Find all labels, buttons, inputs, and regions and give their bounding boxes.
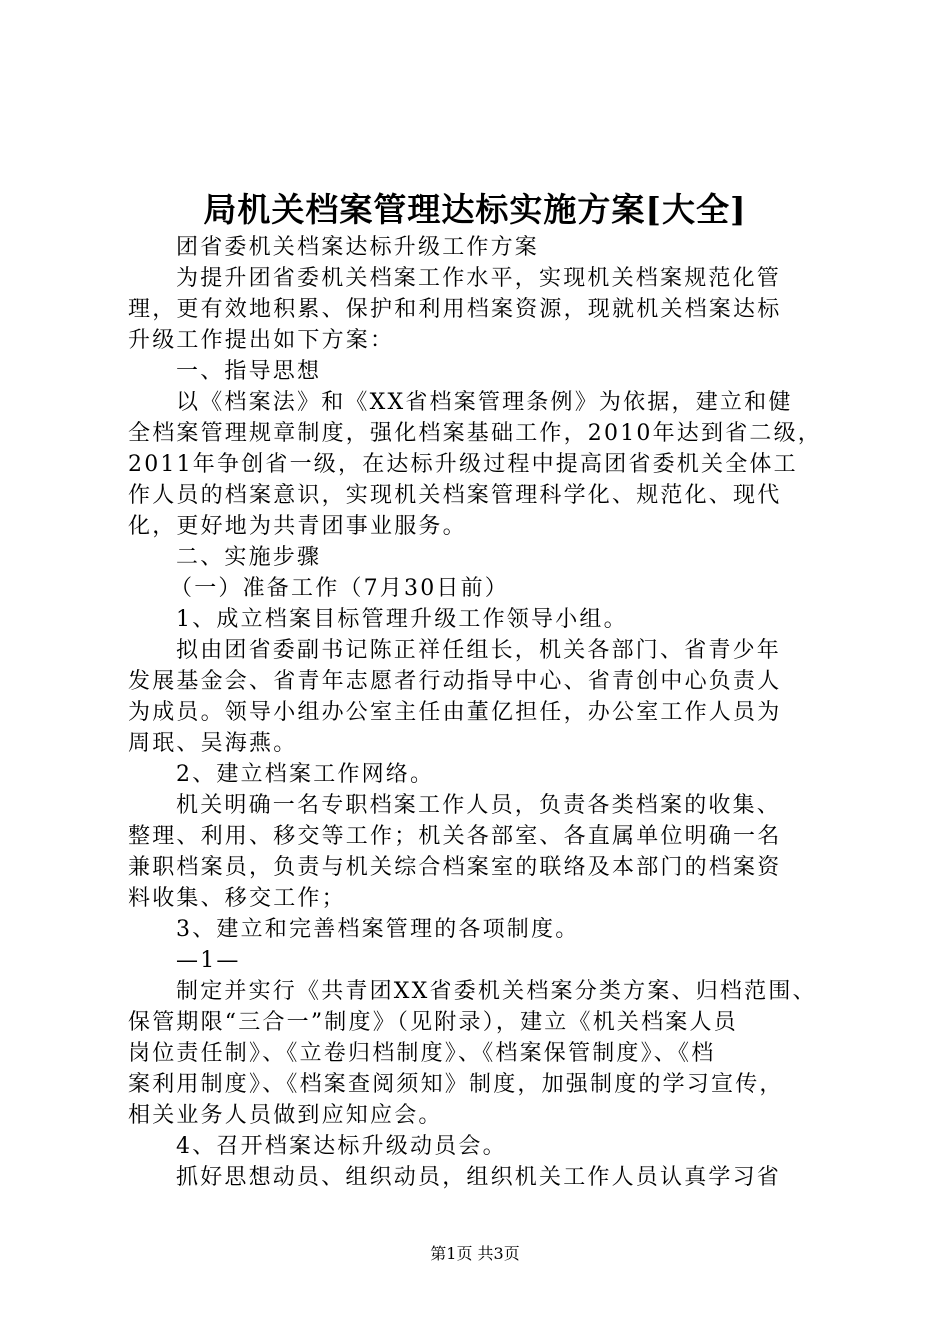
paragraph-line: 发展基金会、省青年志愿者行动指导中心、省青创中心负责人 bbox=[128, 669, 782, 694]
paragraph-line: 兼职档案员，负责与机关综合档案室的联络及本部门的档案资 bbox=[128, 855, 782, 880]
paragraph-line: 制定并实行《共青团XX省委机关档案分类方案、归档范围、 bbox=[176, 979, 817, 1004]
paragraph-line: 抓好思想动员、组织动员，组织机关工作人员认真学习省 bbox=[176, 1165, 782, 1190]
paragraph-line: 化，更好地为共青团事业服务。 bbox=[128, 514, 467, 539]
paragraph-line: 机关明确一名专职档案工作人员，负责各类档案的收集、 bbox=[176, 793, 782, 818]
paragraph-line: 案利用制度》、《档案查阅须知》制度，加强制度的学习宣传， bbox=[128, 1072, 784, 1097]
document-title: 局机关档案管理达标实施方案[大全] bbox=[203, 190, 747, 229]
paragraph-line: 以《档案法》和《XX省档案管理条例》为依据，建立和健 bbox=[176, 390, 793, 415]
paragraph-line: 料收集、移交工作； bbox=[128, 886, 346, 911]
paragraph-line: 整理、利用、移交等工作；机关各部室、各直属单位明确一名 bbox=[128, 824, 782, 849]
item-heading: 2、建立档案工作网络。 bbox=[176, 762, 435, 787]
section-heading: 一、指导思想 bbox=[176, 359, 322, 384]
paragraph-line: 作人员的档案意识，实现机关档案管理科学化、规范化、现代 bbox=[128, 483, 782, 508]
paragraph-line: 理，更有效地积累、保护和利用档案资源，现就机关档案达标 bbox=[128, 297, 782, 322]
paragraph-line: 为提升团省委机关档案工作水平，实现机关档案规范化管 bbox=[176, 266, 782, 291]
paragraph-line: 相关业务人员做到应知应会。 bbox=[128, 1103, 443, 1128]
subsection-heading: （一）准备工作（7月30日前） bbox=[170, 576, 509, 601]
paragraph-line: 岗位责任制》、《立卷归档制度》、《档案保管制度》、《档 bbox=[128, 1041, 716, 1066]
item-heading: 3、建立和完善档案管理的各项制度。 bbox=[176, 917, 580, 942]
paragraph-line: 团省委机关档案达标升级工作方案 bbox=[176, 235, 540, 260]
paragraph-line: 为成员。领导小组办公室主任由董亿担任，办公室工作人员为 bbox=[128, 700, 782, 725]
item-heading: 1、成立档案目标管理升级工作领导小组。 bbox=[176, 607, 628, 632]
item-heading: 4、召开档案达标升级动员会。 bbox=[176, 1134, 507, 1159]
section-heading: 二、实施步骤 bbox=[176, 545, 322, 570]
paragraph-line: 升级工作提出如下方案： bbox=[128, 328, 395, 353]
paragraph-line: 拟由团省委副书记陈正祥任组长，机关各部门、省青少年 bbox=[176, 638, 782, 663]
paragraph-line: 2011年争创省一级，在达标升级过程中提高团省委机关全体工 bbox=[128, 452, 798, 477]
document-body bbox=[128, 232, 828, 1193]
inline-page-number: —1— bbox=[176, 948, 241, 973]
paragraph-line: 周珉、吴海燕。 bbox=[128, 731, 298, 756]
paragraph-line: 保管期限“三合一”制度》（见附录），建立《机关档案人员 bbox=[128, 1010, 738, 1035]
paragraph-line: 全档案管理规章制度，强化档案基础工作，2010年达到省二级， bbox=[128, 421, 822, 446]
page-footer: 第1页 共3页 bbox=[430, 1244, 520, 1263]
